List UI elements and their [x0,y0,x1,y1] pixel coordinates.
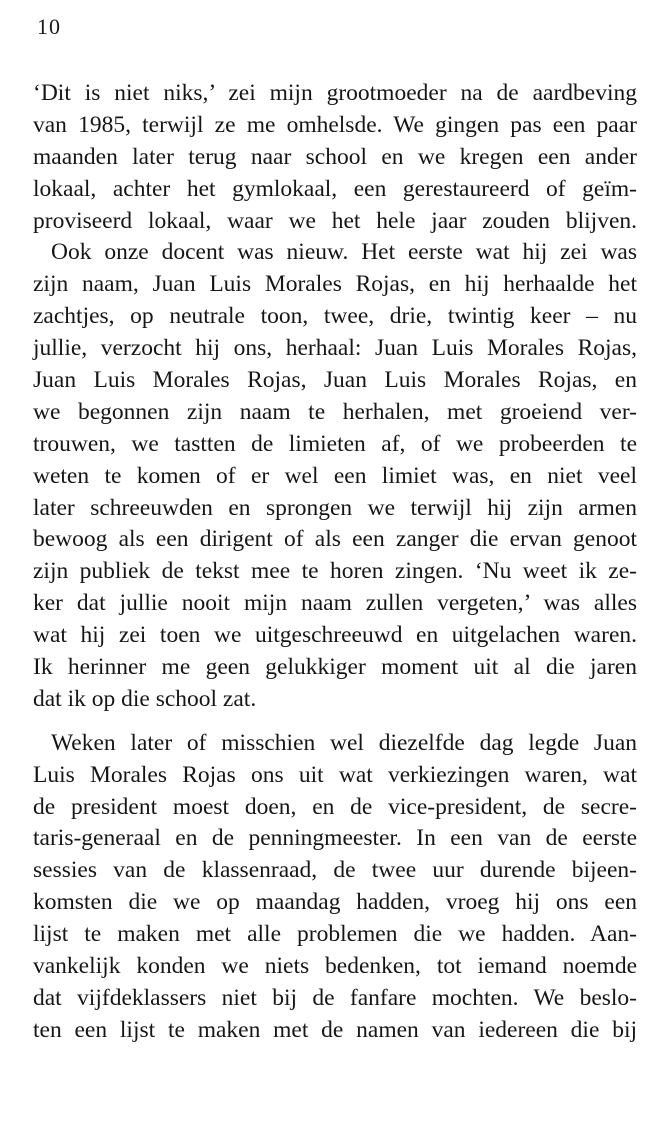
paragraph-gap [33,716,637,728]
text-line: bewoog als een dirigent of als een zanger die ervan genoot [33,526,637,553]
text-line: zachtjes, op neutrale toon, twee, drie, twintig keer – nu [33,303,637,330]
text-line: komsten die we op maandag hadden, vroeg hij ons een [33,889,637,916]
text-line: Weken later of misschien wel diezelfde dag legde Juan [51,729,637,756]
paragraph-2 [33,237,637,715]
text-line: de president moest doen, en de vice-president, de secre- [33,793,637,820]
text-line: lijst te maken met alle problemen die we hadden. Aan- [33,921,637,948]
body-text [33,78,637,1047]
text-line: dat vijfdeklassers niet bij de fanfare mochten. We beslo- [33,984,637,1011]
page-number: 10 [37,14,61,39]
text-line: wat hij zei toen we uitgeschreeuwd en uitgelachen waren. [33,622,637,649]
text-line: weten te komen of er wel een limiet was, en niet veel [33,462,637,489]
text-line: Juan Luis Morales Rojas, Juan Luis Morales Rojas, en [33,367,637,394]
text-line: jullie, verzocht hij ons, herhaal: Juan Luis Morales Rojas, [33,335,637,362]
text-line: sessies van de klassenraad, de twee uur durende bijeen- [33,857,637,884]
text-line: proviseerd lokaal, waar we het hele jaar zouden blijven. [33,207,637,234]
text-line: lokaal, achter het gymlokaal, een gerestaureerd of geïm- [33,175,637,202]
text-line: ‘Dit is niet niks,’ zei mijn grootmoeder na de aardbeving [33,80,637,106]
text-line: Ook onze docent was nieuw. Het eerste wat hij zei was [51,239,637,266]
paragraph-3 [33,728,637,1047]
paragraph-1 [33,78,637,237]
text-line: van 1985, terwijl ze me omhelsde. We gingen pas een paar [33,111,637,138]
text-line: taris-generaal en de penningmeester. In een van de eerste [33,825,637,852]
text-line: vankelijk konden we niets bedenken, tot iemand noemde [33,953,637,980]
text-line: ker dat jullie nooit mijn naam zullen vergeten,’ was alles [33,590,637,617]
text-line: zijn naam, Juan Luis Morales Rojas, en hij herhaalde het [33,271,637,298]
text-line: trouwen, we tastten de limieten af, of we probeerden te [33,430,637,457]
text-line: later schreeuwden en sprongen we terwijl hij zijn armen [33,494,637,521]
text-line: ten een lijst te maken met de namen van iedereen die bij [33,1016,637,1043]
text-line: zijn publiek de tekst mee te horen zingen. ‘Nu weet ik ze- [33,558,637,585]
text-line: maanden later terug naar school en we kregen een ander [33,143,637,170]
text-line: we begonnen zijn naam te herhalen, met groeiend ver- [33,398,637,425]
text-line: Luis Morales Rojas ons uit wat verkiezingen waren, wat [33,761,637,788]
text-line: dat ik op die school zat. [33,685,257,712]
text-line: Ik herinner me geen gelukkiger moment uit al die jaren [33,654,637,681]
